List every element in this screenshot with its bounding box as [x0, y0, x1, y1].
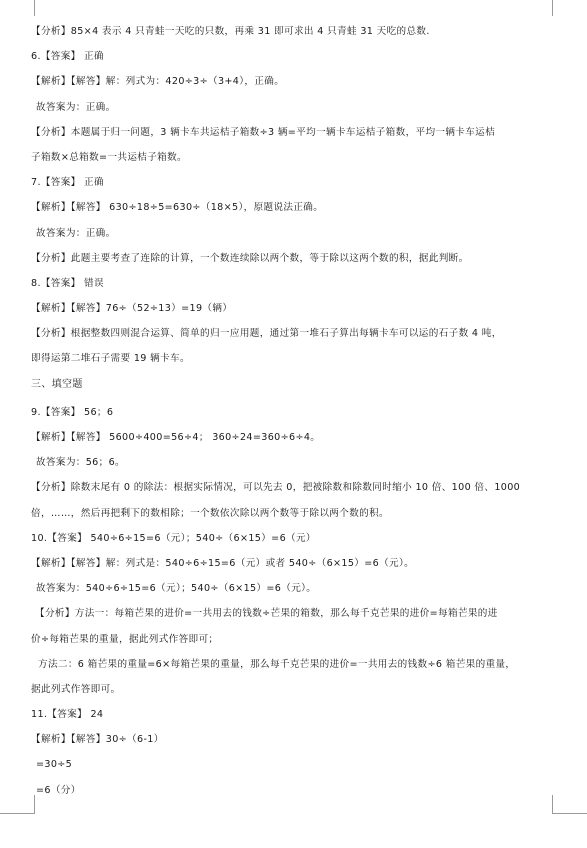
question-8-answer: 8.【答案】 错误 [31, 277, 104, 289]
question-9-analysis-cont: 倍，……，然后再把剩下的数相除；一个数依次除以两个数等于除以两个数的积。 [31, 507, 389, 519]
question-7-solution: 【解析】【解答】 630÷18÷5=630÷（18×5），原题说法正确。 [31, 202, 324, 214]
question-9-answer: 9.【答案】 56；6 [31, 406, 114, 418]
question-10-analysis-cont: 价÷每箱芒果的重量，据此列式作答即可； [31, 633, 219, 645]
question-8-analysis: 【分析】根据整数四则混合运算、简单的归一应用题，通过第一堆石子算出每辆卡车可以运的石子数 4 吨， [31, 328, 502, 340]
question-10-answer: 10.【答案】 540÷6÷15=6（元）；540÷（6×15）=6（元） [31, 532, 316, 544]
question-9-analysis: 【分析】除数末尾有 0 的除法：根据实际情况，可以先去 0，把被除数和除数同时缩小 10 倍、100 倍、1000 [31, 482, 521, 494]
question-6-answer: 6.【答案】 正确 [31, 51, 104, 63]
question-6-solution: 【解析】【解答】解：列式为：420÷3÷（3+4），正确。 [31, 76, 285, 88]
crop-mark-top-left [16, 0, 35, 16]
question-10-method-two: 方法二：6 箱芒果的重量=6×每箱芒果的重量，那么每千克芒果的进价=一共用去的钱数÷6 箱芒果的重量， [38, 658, 516, 670]
analysis-line: 【分析】85×4 表示 4 只青蛙一天吃的只数，再乘 31 即可求出 4 只青蛙 31 天吃的总数. [31, 26, 430, 37]
crop-mark-bottom-left [0, 795, 35, 814]
question-7-analysis: 【分析】此题主要考查了连除的计算，一个数连续除以两个数，等于除以这两个数的积，据此判断。 [31, 252, 469, 264]
document-body [31, 19, 561, 803]
question-11-solution: 【解析】【解答】30÷（6-1） [31, 734, 164, 746]
question-10-conclusion: 故答案为：540÷6÷15=6（元）；540÷（6×15）=6（元）。 [36, 583, 317, 595]
section-heading: 三、填空题 [31, 378, 83, 390]
question-8-analysis-cont: 即得运第二堆石子需要 19 辆卡车。 [31, 353, 190, 365]
question-10-analysis: 【分析】方法一：每箱芒果的进价=一共用去的钱数÷芒果的箱数，那么每千克芒果的进价=每箱芒果的进 [35, 608, 498, 620]
crop-mark-top-right [552, 0, 571, 16]
question-6-analysis-cont: 子箱数×总箱数=一共运桔子箱数。 [31, 151, 187, 163]
question-11-step-2: =6（分） [36, 784, 81, 796]
question-6-analysis: 【分析】本题属于归一问题，3 辆卡车共运桔子箱数÷3 辆=平均一辆卡车运桔子箱数，平均一辆卡车运桔 [31, 126, 496, 138]
question-11-answer: 11.【答案】 24 [31, 709, 104, 721]
question-9-solution: 【解析】【解答】 5600÷400=56÷4； 360÷24=360÷6÷4。 [31, 432, 321, 443]
question-6-conclusion: 故答案为：正确。 [36, 101, 116, 113]
question-10-method-two-cont: 据此列式作答即可。 [31, 683, 121, 695]
question-8-solution: 【解析】【解答】76÷（52÷13）=19（辆） [31, 303, 233, 315]
question-10-solution: 【解析】【解答】解：列式是：540÷6÷15=6（元）或者 540÷（6×15）=6（元）。 [31, 557, 415, 569]
question-11-step-1: =30÷5 [36, 759, 73, 771]
question-7-conclusion: 故答案为：正确。 [36, 227, 116, 239]
question-7-answer: 7.【答案】 正确 [31, 177, 104, 189]
question-9-conclusion: 故答案为：56；6。 [36, 457, 125, 469]
